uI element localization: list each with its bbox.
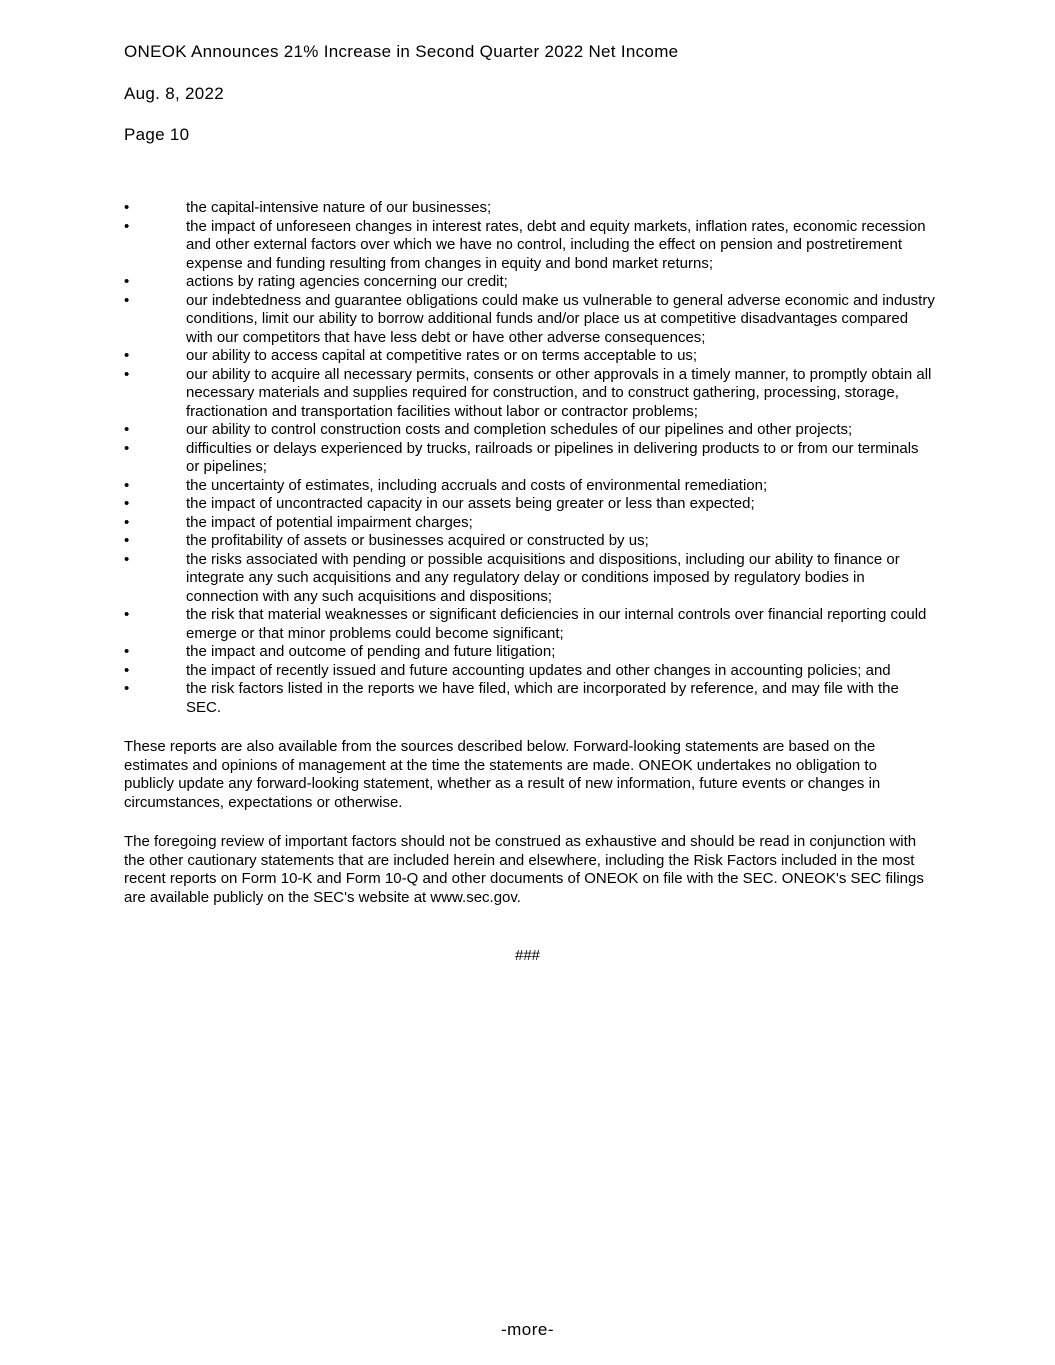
page-number: Page 10	[124, 125, 190, 144]
list-item-text: our ability to control construction costs and completion schedules of our pipelines and other projects;	[186, 421, 853, 438]
list-item-text: the profitability of assets or businesses acquired or constructed by us;	[186, 532, 649, 549]
list-item	[124, 273, 936, 292]
list-item-text: the risks associated with pending or possible acquisitions and dispositions, including our ability to finance or integrate any such acquisitions and any regulatory delay or conditions imposed by regulatory bodies in connection with any such acquisitions and dispositions;	[186, 550, 900, 605]
list-item	[124, 680, 936, 717]
list-item-text: actions by rating agencies concerning our credit;	[186, 273, 508, 290]
list-item	[124, 421, 936, 440]
list-item-text: the impact and outcome of pending and future litigation;	[186, 643, 556, 660]
list-item	[124, 495, 936, 514]
paragraph-cautionary: The foregoing review of important factors should not be construed as exhaustive and should be read in conjunction with the other cautionary statements that are included herein and elsewhere, including the Risk Factors included in the most recent reports on Form 10-K and Form 10-Q and other documents of ONEOK on file with the SEC. ONEOK's SEC filings are available publicly on the SEC's website at www.sec.gov.	[124, 833, 924, 906]
bullet-marker: •	[124, 680, 130, 697]
list-item-text: the capital-intensive nature of our businesses;	[186, 199, 492, 216]
list-item-text: the impact of potential impairment charges;	[186, 513, 473, 531]
list-item	[124, 643, 936, 662]
bullet-marker: •	[124, 643, 130, 660]
bullet-marker: •	[124, 495, 130, 512]
list-item	[124, 366, 936, 422]
list-item	[124, 532, 936, 551]
bullet-marker: •	[124, 365, 130, 383]
bullet-marker: •	[124, 421, 130, 438]
list-item-text: the impact of recently issued and future accounting updates and other changes in accounting policies; and	[186, 661, 891, 679]
list-item	[124, 551, 936, 607]
list-item-text: the impact of uncontracted capacity in our assets being greater or less than expected;	[186, 495, 755, 512]
list-item	[124, 347, 936, 366]
bullet-marker: •	[124, 199, 130, 216]
bullet-marker: •	[124, 513, 130, 531]
bullet-marker: •	[124, 347, 130, 364]
list-item-text: the risk factors listed in the reports we have filed, which are incorporated by reference, and may file with the SEC.	[186, 680, 899, 716]
list-item	[124, 514, 936, 533]
list-item-text: the uncertainty of estimates, including accruals and costs of environmental remediation;	[186, 476, 768, 494]
bullet-marker: •	[124, 291, 130, 309]
list-item	[124, 606, 936, 643]
page-footer: -more-	[500, 1320, 555, 1339]
bullet-marker: •	[124, 661, 130, 679]
document-date: Aug. 8, 2022	[124, 84, 225, 103]
list-item-text: the risk that material weaknesses or significant deficiencies in our internal controls over financial reporting could emerge or that minor problems could become significant;	[186, 606, 927, 642]
list-item	[124, 199, 936, 218]
list-item-text: the impact of unforeseen changes in interest rates, debt and equity markets, inflation rates, economic recession and other external factors over which we have no control, including the effect on pension and postretirement expense and funding resulting from changes in equity and bond market returns;	[186, 217, 926, 272]
bullet-marker: •	[124, 606, 130, 623]
list-item	[124, 440, 936, 477]
list-item	[124, 477, 936, 496]
list-item	[124, 218, 936, 274]
bullet-marker: •	[124, 439, 130, 457]
risk-factor-list	[124, 199, 936, 717]
bullet-marker: •	[124, 217, 130, 235]
list-item	[124, 662, 936, 681]
paragraph-forward-looking: These reports are also available from the sources described below. Forward-looking statements are based on the estimates and opinions of management at the time the statements are made. ONEOK undertakes no obligation to publicly update any forward-looking statement, whether as a result of new information, future events or changes in circumstances, expectations or otherwise.	[124, 738, 881, 811]
bullet-marker: •	[124, 273, 130, 290]
bullet-marker: •	[124, 476, 130, 494]
bullet-marker: •	[124, 532, 130, 549]
bullet-marker: •	[124, 550, 130, 568]
list-item-text: our ability to acquire all necessary permits, consents or other approvals in a timely manner, to promptly obtain all necessary materials and supplies required for construction, and to construct gathering, processing, storage, fractionation and transportation facilities without labor or contractor problems;	[186, 365, 932, 420]
list-item-text: our ability to access capital at competitive rates or on terms acceptable to us;	[186, 347, 698, 364]
list-item	[124, 292, 936, 348]
section-end-marks: ###	[514, 947, 541, 964]
list-item-text: difficulties or delays experienced by trucks, railroads or pipelines in delivering products to or from our terminals or pipelines;	[186, 439, 919, 475]
list-item-text: our indebtedness and guarantee obligations could make us vulnerable to general adverse economic and industry conditions, limit our ability to borrow additional funds and/or place us at competitive disadvantages compared with our competitors that have less debt or have other adverse consequences;	[186, 291, 935, 346]
document-title: ONEOK Announces 21% Increase in Second Quarter 2022 Net Income	[124, 42, 679, 61]
